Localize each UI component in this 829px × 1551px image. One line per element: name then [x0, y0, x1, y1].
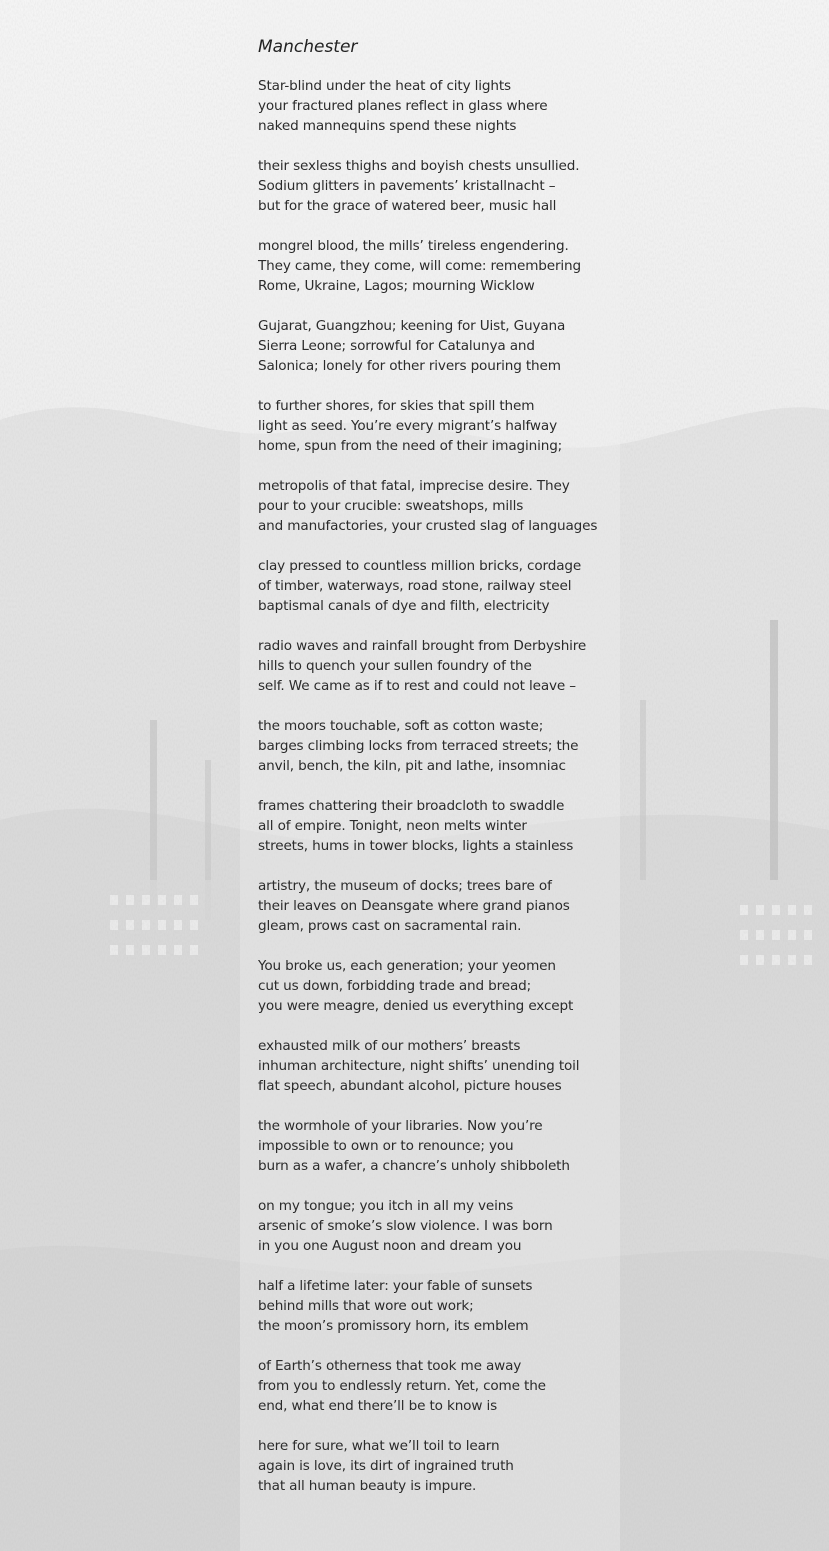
stanza	[258, 396, 818, 456]
poem-line: self. We came as if to rest and could not leave –	[258, 678, 576, 694]
poem-line: frames chattering their broadcloth to swaddle	[258, 798, 565, 814]
poem-line: burn as a wafer, a chancre’s unholy shibboleth	[258, 1158, 570, 1174]
stanza	[258, 796, 818, 856]
poem-line: clay pressed to countless million bricks, cordage	[258, 558, 582, 574]
poem-line: all of empire. Tonight, neon melts winter	[258, 818, 527, 834]
poem-line: radio waves and rainfall brought from Derbyshire	[258, 638, 587, 654]
stanza	[258, 476, 818, 536]
poem-body	[258, 76, 818, 1496]
poem-line: arsenic of smoke’s slow violence. I was born	[258, 1218, 553, 1234]
poem-line: their sexless thighs and boyish chests unsullied.	[258, 158, 580, 174]
stanza	[258, 876, 818, 936]
stanza	[258, 716, 818, 776]
stanza	[258, 1116, 818, 1176]
poem-line: of timber, waterways, road stone, railway steel	[258, 578, 572, 594]
poem-line: They came, they come, will come: remembering	[258, 258, 581, 274]
poem-line: Sierra Leone; sorrowful for Catalunya and	[258, 338, 535, 354]
poem-line: streets, hums in tower blocks, lights a stainless	[258, 838, 574, 854]
poem-line: mongrel blood, the mills’ tireless engendering.	[258, 238, 569, 254]
stanza	[258, 556, 818, 616]
stanza	[258, 236, 818, 296]
poem-line: impossible to own or to renounce; you	[258, 1138, 514, 1154]
stanza	[258, 76, 818, 136]
stanza	[258, 636, 818, 696]
poem-line: exhausted milk of our mothers’ breasts	[258, 1038, 521, 1054]
poem-line: anvil, bench, the kiln, pit and lathe, insomniac	[258, 758, 566, 774]
poem-line: You broke us, each generation; your yeomen	[258, 958, 556, 974]
poem-line: the moors touchable, soft as cotton waste;	[258, 718, 544, 734]
poem-line: again is love, its dirt of ingrained truth	[258, 1458, 514, 1474]
poem-line: baptismal canals of dye and filth, electricity	[258, 598, 550, 614]
stanza	[258, 1356, 818, 1416]
poem-line: your fractured planes reflect in glass where	[258, 98, 548, 114]
stanza	[258, 1036, 818, 1096]
poem-line: inhuman architecture, night shifts’ unending toil	[258, 1058, 580, 1074]
poem-title: Manchester	[258, 37, 358, 57]
poem-line: the wormhole of your libraries. Now you’re	[258, 1118, 543, 1134]
stanza	[258, 1196, 818, 1256]
poem-line: light as seed. You’re every migrant’s halfway	[258, 418, 557, 434]
stanza	[258, 1276, 818, 1336]
poem-line: their leaves on Deansgate where grand pianos	[258, 898, 570, 914]
poem-line: to further shores, for skies that spill them	[258, 398, 535, 414]
stanza	[258, 1436, 818, 1496]
poem	[258, 36, 818, 1516]
poem-line: flat speech, abundant alcohol, picture houses	[258, 1078, 562, 1094]
poem-line: here for sure, what we’ll toil to learn	[258, 1438, 500, 1454]
poem-line: the moon’s promissory horn, its emblem	[258, 1318, 529, 1334]
poem-line: Gujarat, Guangzhou; keening for Uist, Guyana	[258, 318, 566, 334]
poem-line: Rome, Ukraine, Lagos; mourning Wicklow	[258, 278, 535, 294]
poem-line: but for the grace of watered beer, music hall	[258, 198, 557, 214]
poem-line: home, spun from the need of their imagining;	[258, 438, 563, 454]
poem-line: barges climbing locks from terraced streets; the	[258, 738, 579, 754]
poem-line: pour to your crucible: sweatshops, mills	[258, 498, 524, 514]
poem-line: Star-blind under the heat of city lights	[258, 78, 511, 94]
stanza	[258, 316, 818, 376]
poem-line: in you one August noon and dream you	[258, 1238, 522, 1254]
poem-line: half a lifetime later: your fable of sunsets	[258, 1278, 533, 1294]
poem-line: cut us down, forbidding trade and bread;	[258, 978, 532, 994]
poem-line: Salonica; lonely for other rivers pouring them	[258, 358, 561, 374]
poem-line: that all human beauty is impure.	[258, 1478, 477, 1494]
stanza	[258, 956, 818, 1016]
poem-line: and manufactories, your crusted slag of languages	[258, 518, 598, 534]
poem-line: Sodium glitters in pavements’ kristallnacht –	[258, 178, 556, 194]
poem-line: naked mannequins spend these nights	[258, 118, 517, 134]
poem-line: artistry, the museum of docks; trees bare of	[258, 878, 552, 894]
poem-line: you were meagre, denied us everything except	[258, 998, 574, 1014]
stanza	[258, 156, 818, 216]
poem-line: hills to quench your sullen foundry of the	[258, 658, 532, 674]
poem-line: metropolis of that fatal, imprecise desire. They	[258, 478, 570, 494]
poem-line: behind mills that wore out work;	[258, 1298, 474, 1314]
poem-line: on my tongue; you itch in all my veins	[258, 1198, 514, 1214]
poem-line: from you to endlessly return. Yet, come the	[258, 1378, 546, 1394]
poem-line: end, what end there’ll be to know is	[258, 1398, 498, 1414]
poem-line: gleam, prows cast on sacramental rain.	[258, 918, 522, 934]
poem-line: of Earth’s otherness that took me away	[258, 1358, 522, 1374]
